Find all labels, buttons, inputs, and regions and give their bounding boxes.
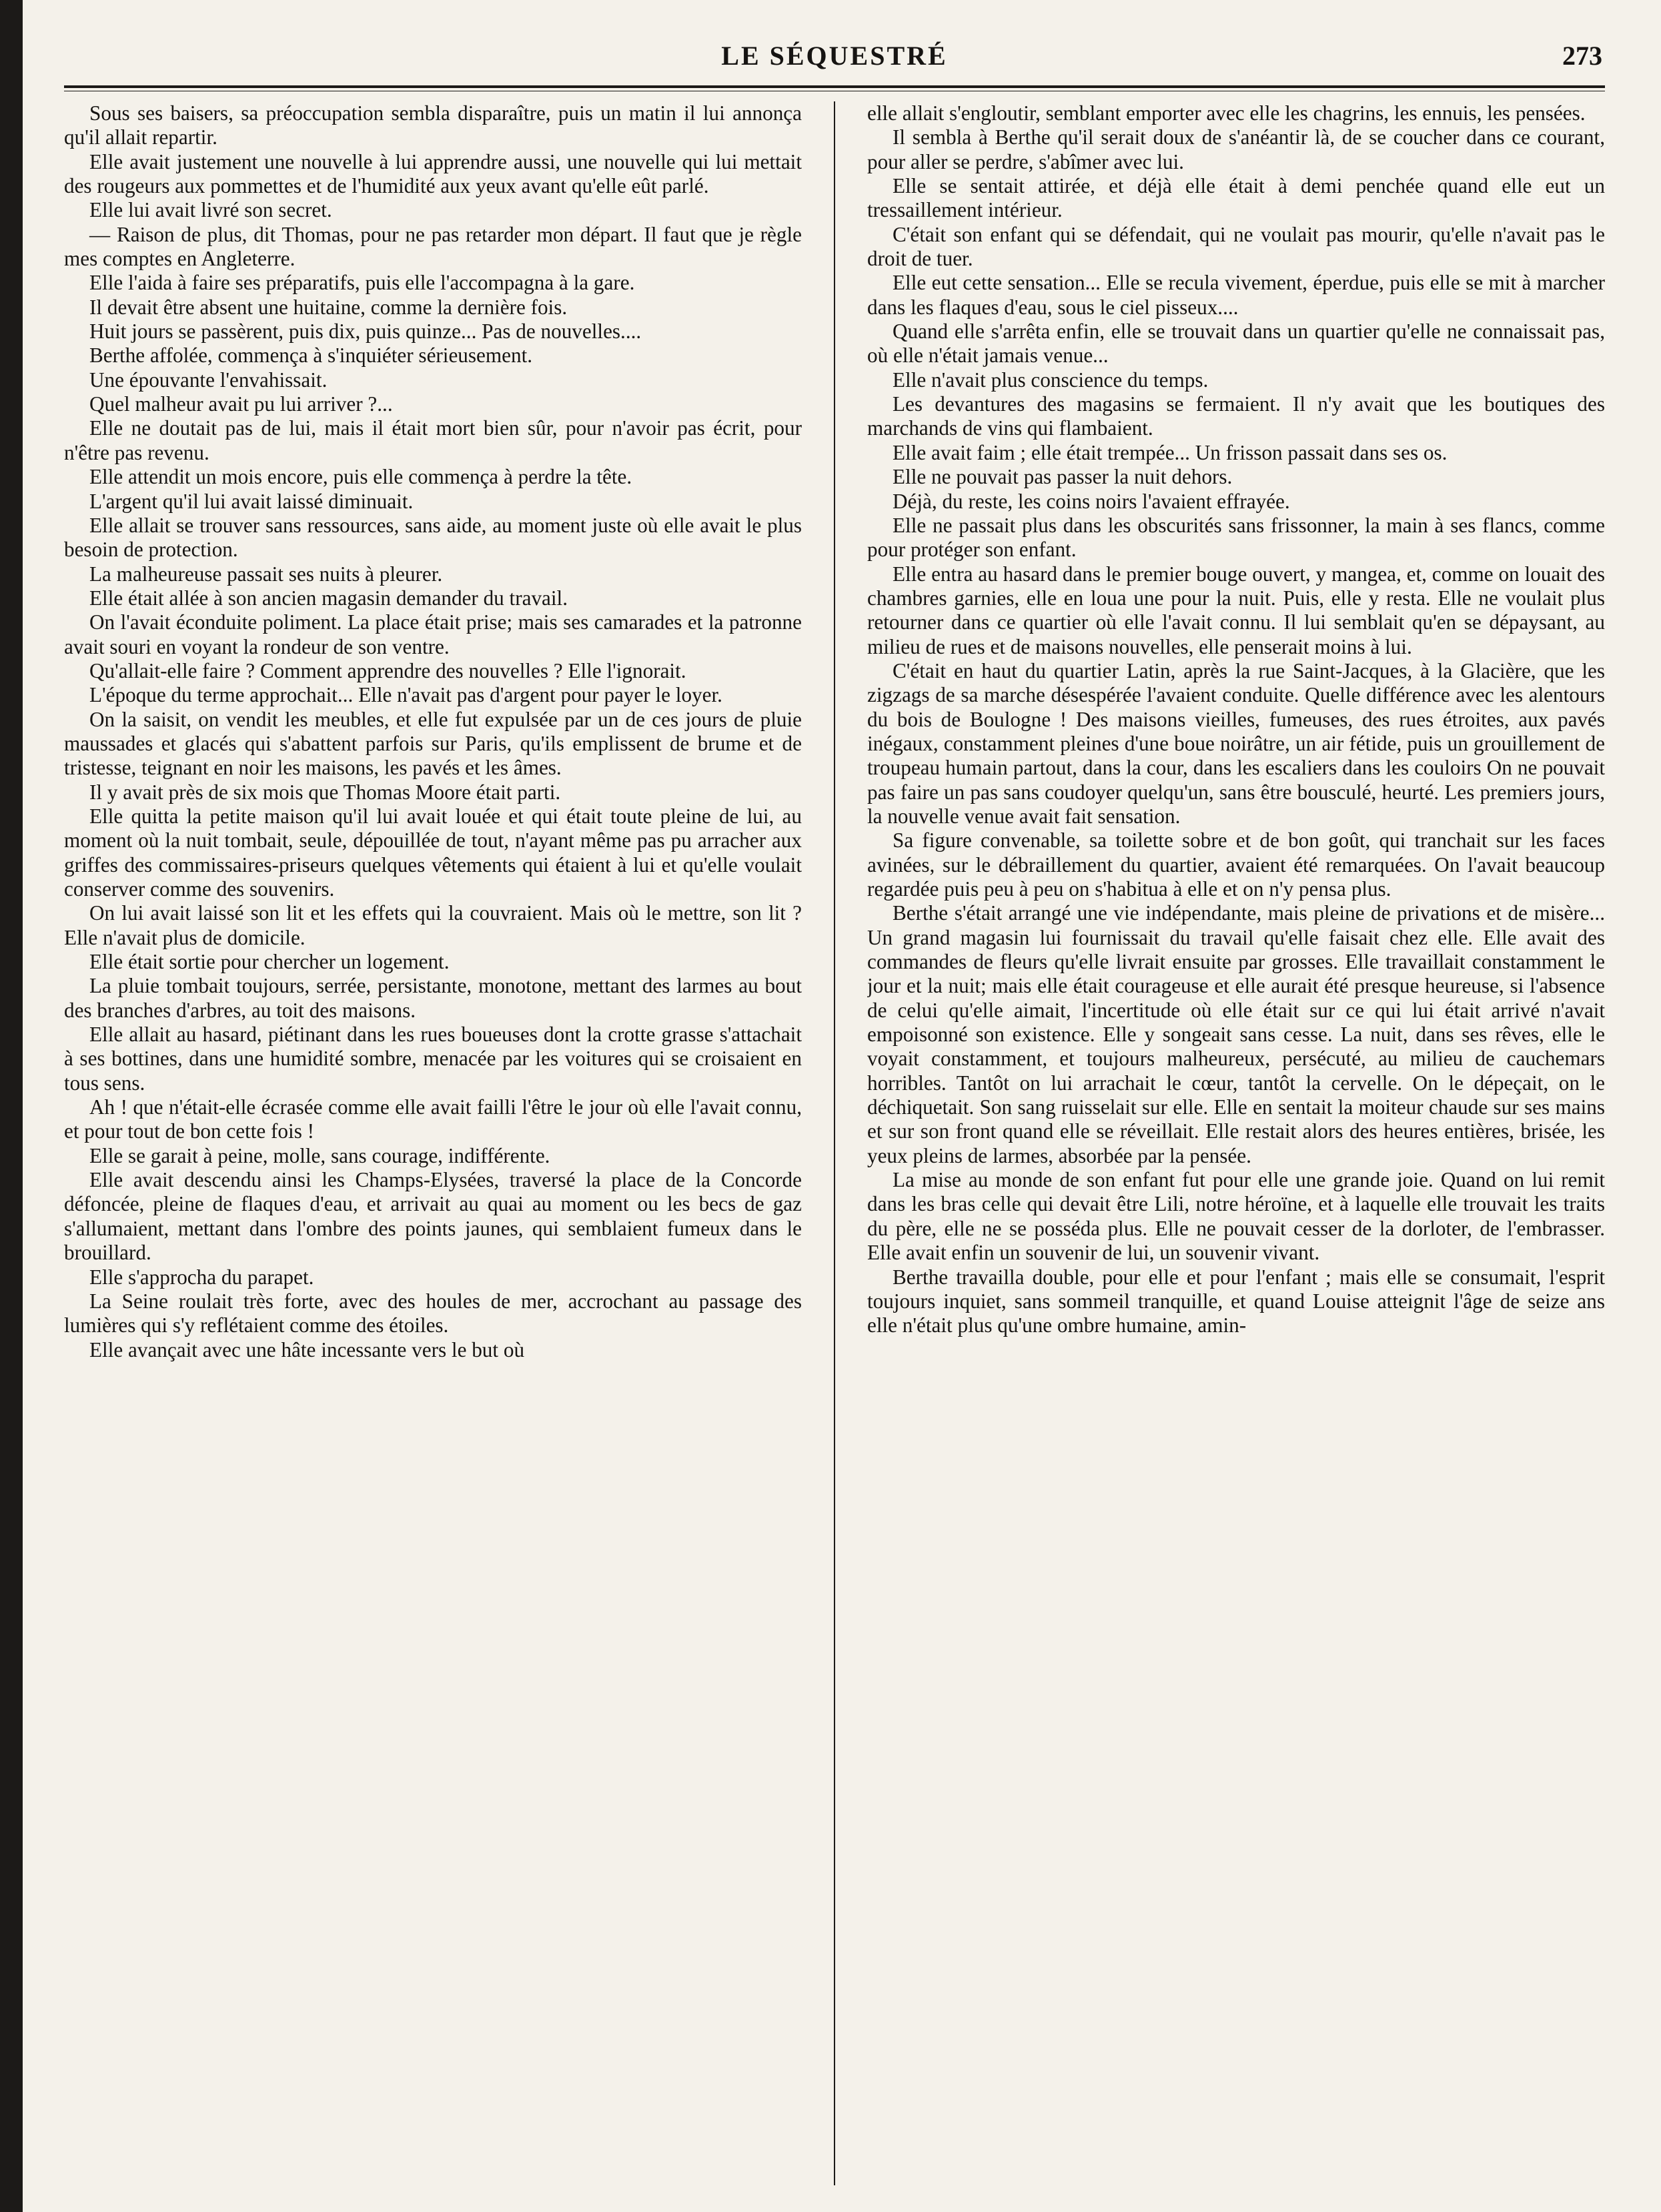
paragraph: elle allait s'engloutir, semblant emporter avec elle les chagrins, les ennuis, les pensées. (867, 101, 1586, 125)
paragraph: Elle allait se trouver sans ressources, sans aide, au moment juste où elle avait le plus besoin de protection. (64, 513, 802, 562)
binding-edge (0, 0, 23, 2212)
paragraph: Huit jours se passèrent, puis dix, puis quinze... Pas de nouvelles.... (89, 320, 642, 344)
paragraph: Elle allait au hasard, piétinant dans les rues boueuses dont la crotte grasse s'attachait à ses bottines, dans une humidité sombre, menacée par les voitures qui se croisaient en tous sens. (64, 1023, 802, 1095)
paragraph: On lui avait laissé son lit et les effets qui la couvraient. Mais où le mettre, son lit ? Elle n'avait plus de domicile. (64, 901, 802, 949)
paragraph: Il sembla à Berthe qu'il serait doux de s'anéantir là, de se coucher dans ce courant, pour aller se perdre, s'abîmer avec lui. (867, 125, 1605, 173)
paragraph: Sa figure convenable, sa toilette sobre et de bon goût, qui tranchait sur les faces avinées, sur le débraillement du quartier, avaient été remarquées. On l'avait beaucoup regardée puis peu à peu on s'habitua à elle et on n'y pensa plus. (867, 828, 1605, 901)
paragraph: Elle était sortie pour chercher un logement. (89, 950, 450, 974)
paragraph: La mise au monde de son enfant fut pour elle une grande joie. Quand on lui remit dans les bras celle qui devait être Lili, notre héroïne, et à laquelle elle trouvait les traits du père, elle ne se posséda plus. Elle ne pouvait cesser de la dorloter, de l'embrasser. Elle avait enfin un souvenir de lui, un souvenir vivant. (867, 1168, 1605, 1265)
paragraph: Elle lui avait livré son secret. (89, 198, 332, 222)
paragraph: Elle avait faim ; elle était trempée... Un frisson passait dans ses os. (893, 440, 1448, 464)
paragraph: On la saisit, on vendit les meubles, et elle fut expulsée par un de ces jours de pluie maussades et glacés qui s'abattent parfois sur Paris, qu'ils emplissent de brume et de tristesse, teignant en noir les maisons, les pavés et les âmes. (64, 707, 802, 780)
paragraph: Ah ! que n'était-elle écrasée comme elle avait failli l'être le jour où elle l'avait connu, et pour tout de bon cette fois ! (64, 1095, 802, 1143)
paragraph: Quel malheur avait pu lui arriver ?... (89, 392, 393, 416)
paragraph: Elle ne pouvait pas passer la nuit dehors. (893, 465, 1233, 489)
paragraph: Elle entra au hasard dans le premier bouge ouvert, y mangea, et, comme on louait des chambres garnies, elle en loua une pour la nuit. Puis, elle y resta. Elle ne voulait plus retourner dans ce quartier où elle l'avait connu. Il lui semblait qu'en se dépaysant, au milieu de rues et de maisons nouvelles, elle penserait moins à lui. (867, 562, 1605, 658)
paragraph: Elle se sentait attirée, et déjà elle était à demi penchée quand elle eut un tressaillement intérieur. (867, 174, 1605, 222)
paragraph: Elle avait descendu ainsi les Champs-Elysées, traversé la place de la Concorde défoncée, pleine de flaques d'eau, et arrivait au quai au moment ou les becs de gaz s'allumaient, mettant dans l'ombre des points jaunes, qui semblaient fumeux dans le brouillard. (64, 1168, 802, 1265)
page-header (64, 37, 1605, 80)
paragraph: L'argent qu'il lui avait laissé diminuait. (89, 489, 414, 513)
paragraph: Berthe travailla double, pour elle et pour l'enfant ; mais elle se consumait, l'esprit toujours inquiet, sans sommeil tranquille, et quand Louise atteignit l'âge de seize ans elle n'était plus qu'une ombre humaine, amin- (867, 1265, 1605, 1337)
paragraph: On l'avait éconduite poliment. La place était prise; mais ses camarades et la patronne avait souri en voyant la rondeur de son ventre. (64, 610, 802, 658)
paragraph: Sous ses baisers, sa préoccupation sembla disparaître, puis un matin il lui annonça qu'il allait repartir. (64, 101, 802, 149)
paragraph: Elle ne passait plus dans les obscurités sans frissonner, la main à ses flancs, comme pour protéger son enfant. (867, 513, 1605, 562)
paragraph: Elle quitta la petite maison qu'il lui avait louée et qui était toute pleine de lui, au moment où la nuit tombait, seule, dépouillée de tout, n'ayant même pas pu arracher aux griffes des commissaires-priseurs quelques vêtements qui étaient à lui et qu'elle voulait conserver comme des souvenirs. (64, 804, 802, 901)
paragraph: La Seine roulait très forte, avec des houles de mer, accrochant au passage des lumières qui s'y reflétaient comme des étoiles. (64, 1289, 802, 1337)
paragraph: Elle avait justement une nouvelle à lui apprendre aussi, une nouvelle qui lui mettait des rougeurs aux pommettes et de l'humidité aux yeux avant qu'elle eût parlé. (64, 149, 802, 198)
paragraph: La malheureuse passait ses nuits à pleurer. (89, 562, 443, 586)
left-column (64, 101, 802, 2185)
paragraph: C'était son enfant qui se défendait, qui ne voulait pas mourir, qu'elle n'avait pas le droit de tuer. (867, 222, 1605, 271)
paragraph: Berthe s'était arrangé une vie indépendante, mais pleine de privations et de misère... Un grand magasin lui fournissait du travail qu'elle faisait chez elle. Elle avait des commandes de fleurs qu'elle livrait ensuite par grosses. Elle travaillait constamment le jour et la nuit; mais elle était courageuse et elle aurait été presque heureuse, si l'absence de celui qu'elle aimait, l'incertitude où elle était sur ce qui lui était arrivé n'avait empoisonné son existence. Elle y songeait sans cesse. La nuit, dans ses rêves, elle le voyait constamment, et toujours malheureux, persécuté, au milieu de cauchemars horribles. Tantôt on lui arrachait le cœur, tantôt la cervelle. On le dépeçait, on le déchiquetait. Son sang ruisselait sur elle. Elle en sentait la moiteur chaude sur ses mains et sur son front quand elle se réveillait. Elle restait alors des heures entières, brisée, les yeux pleins de larmes, absorbée par la pensée. (867, 901, 1605, 1167)
paragraph: Qu'allait-elle faire ? Comment apprendre des nouvelles ? Elle l'ignorait. (89, 658, 686, 682)
paragraph: Elle n'avait plus conscience du temps. (893, 368, 1209, 392)
page-number: 273 (1562, 41, 1602, 71)
paragraph: Il devait être absent une huitaine, comme la dernière fois. (89, 295, 568, 319)
paragraph: Elle eut cette sensation... Elle se recula vivement, éperdue, puis elle se mit à marcher dans les flaques d'eau, sous le ciel pisseux.... (867, 271, 1605, 319)
paragraph: La pluie tombait toujours, serrée, persistante, monotone, mettant des larmes au bout des branches d'arbres, au toit des maisons. (64, 974, 802, 1022)
paragraph: Quand elle s'arrêta enfin, elle se trouvait dans un quartier qu'elle ne connaissait pas, où elle n'était jamais venue... (867, 320, 1605, 368)
paragraph: Les devantures des magasins se fermaient. Il n'y avait que les boutiques des marchands de vins qui flambaient. (867, 392, 1605, 440)
paragraph: Elle se garait à peine, molle, sans courage, indifférente. (89, 1143, 550, 1167)
paragraph: C'était en haut du quartier Latin, après la rue Saint-Jacques, à la Glacière, que les zigzags de sa marche désespérée l'avaient conduite. Quelle différence avec les alentours du bois de Boulogne ! Des maisons vieilles, fumeuses, des rues étroites, aux pavés inégaux, constamment pleines d'une boue noirâtre, un air fétide, puis un grouillement de troupeau humain partout, dans la cour, dans les escaliers dans les couloirs On ne pouvait pas faire un pas sans coudoyer quelqu'un, sans être bousculé, heurté. Les premiers jours, la nouvelle venue avait fait sensation. (867, 658, 1605, 828)
paragraph: — Raison de plus, dit Thomas, pour ne pas retarder mon départ. Il faut que je règle mes comptes en Angleterre. (64, 222, 802, 271)
paragraph: Une épouvante l'envahissait. (89, 368, 328, 392)
paragraph: Elle avançait avec une hâte incessante vers le but où (89, 1337, 525, 1361)
column-divider (834, 101, 835, 2185)
paragraph: Elle attendit un mois encore, puis elle commença à perdre la tête. (89, 465, 632, 489)
text-columns (64, 101, 1605, 2185)
paragraph: Elle était allée à son ancien magasin demander du travail. (89, 586, 568, 610)
book-page (64, 37, 1605, 2185)
paragraph: Elle s'approcha du parapet. (89, 1265, 314, 1289)
paragraph: Déjà, du reste, les coins noirs l'avaient effrayée. (893, 489, 1290, 513)
paragraph: L'époque du terme approchait... Elle n'avait pas d'argent pour payer le loyer. (89, 683, 722, 707)
paragraph: Berthe affolée, commença à s'inquiéter sérieusement. (89, 344, 533, 368)
paragraph: Elle ne doutait pas de lui, mais il était mort bien sûr, pour n'avoir pas écrit, pour n'être pas revenu. (64, 416, 802, 464)
paragraph: Elle l'aida à faire ses préparatifs, puis elle l'accompagna à la gare. (89, 271, 635, 295)
header-rule (64, 85, 1605, 88)
paragraph: Il y avait près de six mois que Thomas Moore était parti. (89, 780, 561, 804)
right-column (867, 101, 1605, 2185)
running-title: LE SÉQUESTRÉ (721, 41, 948, 71)
